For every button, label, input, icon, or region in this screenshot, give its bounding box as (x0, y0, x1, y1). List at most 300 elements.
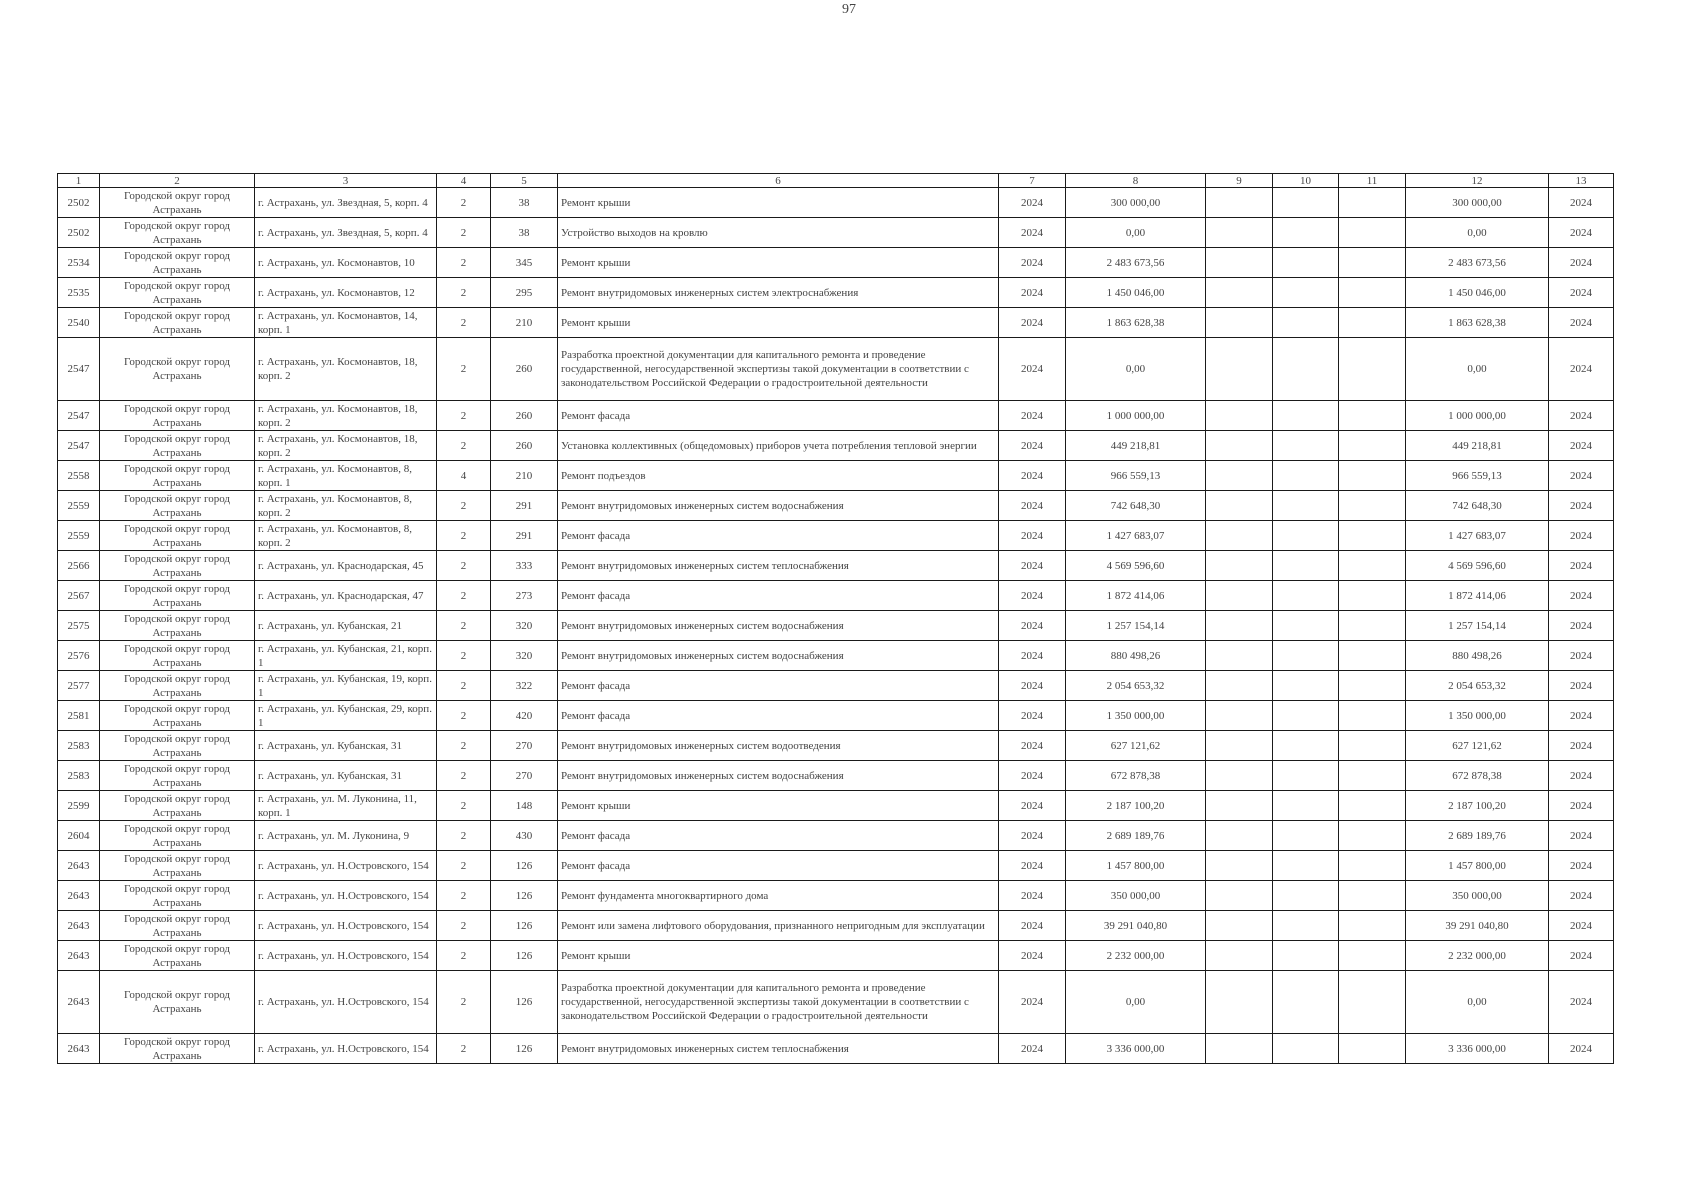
work-type-cell: Ремонт крыши (558, 791, 999, 821)
col9-cell (1206, 461, 1273, 491)
col11-cell (1339, 461, 1406, 491)
address-cell: г. Астрахань, ул. М. Луконина, 9 (255, 821, 437, 851)
col4-cell: 2 (437, 338, 491, 401)
col11-cell (1339, 188, 1406, 218)
col4-cell: 2 (437, 881, 491, 911)
col10-cell (1273, 278, 1339, 308)
year-cell: 2024 (999, 761, 1066, 791)
table-row (58, 881, 1614, 911)
municipality-cell: Городской округ город Астрахань (100, 821, 255, 851)
completion-year-cell: 2024 (1549, 218, 1614, 248)
col5-cell: 320 (491, 611, 558, 641)
col11-cell (1339, 971, 1406, 1034)
col10-cell (1273, 761, 1339, 791)
col4-cell: 2 (437, 671, 491, 701)
year-cell: 2024 (999, 611, 1066, 641)
col10-cell (1273, 581, 1339, 611)
municipality-cell: Городской округ город Астрахань (100, 611, 255, 641)
year-cell: 2024 (999, 338, 1066, 401)
table-row (58, 278, 1614, 308)
municipality-cell: Городской округ город Астрахань (100, 701, 255, 731)
col11-cell (1339, 521, 1406, 551)
municipality-cell: Городской округ город Астрахань (100, 1034, 255, 1064)
address-cell: г. Астрахань, ул. Звездная, 5, корп. 4 (255, 218, 437, 248)
col4-cell: 4 (437, 461, 491, 491)
col4-cell: 2 (437, 188, 491, 218)
address-cell: г. Астрахань, ул. Кубанская, 31 (255, 731, 437, 761)
completion-year-cell: 2024 (1549, 851, 1614, 881)
col9-cell (1206, 338, 1273, 401)
cost-cell: 742 648,30 (1066, 491, 1206, 521)
completion-year-cell: 2024 (1549, 941, 1614, 971)
col4-cell: 2 (437, 278, 491, 308)
table-row (58, 1034, 1614, 1064)
municipality-cell: Городской округ город Астрахань (100, 551, 255, 581)
col9-cell (1206, 401, 1273, 431)
col9-cell (1206, 941, 1273, 971)
col10-cell (1273, 941, 1339, 971)
col9-cell (1206, 188, 1273, 218)
row-number-cell: 2643 (58, 851, 100, 881)
year-cell: 2024 (999, 491, 1066, 521)
work-type-cell: Ремонт фасада (558, 701, 999, 731)
year-cell: 2024 (999, 1034, 1066, 1064)
row-number-cell: 2643 (58, 911, 100, 941)
col5-cell: 291 (491, 491, 558, 521)
col11-cell (1339, 338, 1406, 401)
table-row (58, 308, 1614, 338)
year-cell: 2024 (999, 248, 1066, 278)
table-row (58, 821, 1614, 851)
col9-cell (1206, 491, 1273, 521)
col10-cell (1273, 431, 1339, 461)
col10-cell (1273, 791, 1339, 821)
col10-cell (1273, 491, 1339, 521)
col9-cell (1206, 821, 1273, 851)
col5-cell: 295 (491, 278, 558, 308)
col11-cell (1339, 851, 1406, 881)
total-cost-cell: 1 872 414,06 (1406, 581, 1549, 611)
column-number-row (58, 174, 1614, 188)
cost-cell: 0,00 (1066, 218, 1206, 248)
total-cost-cell: 1 863 628,38 (1406, 308, 1549, 338)
total-cost-cell: 672 878,38 (1406, 761, 1549, 791)
cost-cell: 449 218,81 (1066, 431, 1206, 461)
col4-cell: 2 (437, 821, 491, 851)
cost-cell: 4 569 596,60 (1066, 551, 1206, 581)
address-cell: г. Астрахань, ул. Космонавтов, 8, корп. 2 (255, 491, 437, 521)
col5-cell: 270 (491, 731, 558, 761)
row-number-cell: 2643 (58, 1034, 100, 1064)
repair-schedule-table (57, 173, 1614, 1064)
col10-cell (1273, 188, 1339, 218)
municipality-cell: Городской округ город Астрахань (100, 881, 255, 911)
col10-cell (1273, 218, 1339, 248)
col11-cell (1339, 401, 1406, 431)
total-cost-cell: 39 291 040,80 (1406, 911, 1549, 941)
municipality-cell: Городской округ город Астрахань (100, 218, 255, 248)
year-cell: 2024 (999, 461, 1066, 491)
col4-cell: 2 (437, 521, 491, 551)
work-type-cell: Ремонт фасада (558, 401, 999, 431)
col4-cell: 2 (437, 911, 491, 941)
work-type-cell: Ремонт фасада (558, 671, 999, 701)
column-header: 8 (1066, 174, 1206, 188)
row-number-cell: 2577 (58, 671, 100, 701)
col10-cell (1273, 308, 1339, 338)
work-type-cell: Ремонт внутридомовых инженерных систем электроснабжения (558, 278, 999, 308)
completion-year-cell: 2024 (1549, 431, 1614, 461)
row-number-cell: 2502 (58, 218, 100, 248)
col11-cell (1339, 941, 1406, 971)
col4-cell: 2 (437, 761, 491, 791)
cost-cell: 0,00 (1066, 338, 1206, 401)
col9-cell (1206, 851, 1273, 881)
cost-cell: 1 350 000,00 (1066, 701, 1206, 731)
work-type-cell: Ремонт фасада (558, 581, 999, 611)
column-header: 11 (1339, 174, 1406, 188)
col5-cell: 260 (491, 431, 558, 461)
address-cell: г. Астрахань, ул. Кубанская, 21, корп. 1 (255, 641, 437, 671)
total-cost-cell: 627 121,62 (1406, 731, 1549, 761)
year-cell: 2024 (999, 701, 1066, 731)
table-row (58, 671, 1614, 701)
year-cell: 2024 (999, 911, 1066, 941)
col10-cell (1273, 821, 1339, 851)
column-header: 4 (437, 174, 491, 188)
col4-cell: 2 (437, 308, 491, 338)
municipality-cell: Городской округ город Астрахань (100, 521, 255, 551)
col11-cell (1339, 491, 1406, 521)
col9-cell (1206, 971, 1273, 1034)
work-type-cell: Установка коллективных (общедомовых) приборов учета потребления тепловой энергии (558, 431, 999, 461)
work-type-cell: Ремонт внутридомовых инженерных систем теплоснабжения (558, 1034, 999, 1064)
total-cost-cell: 1 450 046,00 (1406, 278, 1549, 308)
table-row (58, 641, 1614, 671)
row-number-cell: 2643 (58, 971, 100, 1034)
col11-cell (1339, 761, 1406, 791)
year-cell: 2024 (999, 821, 1066, 851)
completion-year-cell: 2024 (1549, 881, 1614, 911)
municipality-cell: Городской округ город Астрахань (100, 971, 255, 1034)
col9-cell (1206, 308, 1273, 338)
cost-cell: 1 450 046,00 (1066, 278, 1206, 308)
col4-cell: 2 (437, 611, 491, 641)
total-cost-cell: 2 689 189,76 (1406, 821, 1549, 851)
completion-year-cell: 2024 (1549, 248, 1614, 278)
cost-cell: 2 187 100,20 (1066, 791, 1206, 821)
col5-cell: 126 (491, 941, 558, 971)
col9-cell (1206, 278, 1273, 308)
completion-year-cell: 2024 (1549, 188, 1614, 218)
cost-cell: 2 689 189,76 (1066, 821, 1206, 851)
municipality-cell: Городской округ город Астрахань (100, 911, 255, 941)
col10-cell (1273, 401, 1339, 431)
work-type-cell: Ремонт фасада (558, 521, 999, 551)
col9-cell (1206, 701, 1273, 731)
table-row (58, 248, 1614, 278)
col5-cell: 270 (491, 761, 558, 791)
col10-cell (1273, 671, 1339, 701)
col5-cell: 291 (491, 521, 558, 551)
col5-cell: 430 (491, 821, 558, 851)
col4-cell: 2 (437, 551, 491, 581)
row-number-cell: 2566 (58, 551, 100, 581)
municipality-cell: Городской округ город Астрахань (100, 338, 255, 401)
row-number-cell: 2547 (58, 431, 100, 461)
table-row (58, 461, 1614, 491)
year-cell: 2024 (999, 188, 1066, 218)
row-number-cell: 2559 (58, 491, 100, 521)
address-cell: г. Астрахань, ул. Космонавтов, 18, корп. 2 (255, 338, 437, 401)
address-cell: г. Астрахань, ул. Кубанская, 21 (255, 611, 437, 641)
cost-cell: 2 054 653,32 (1066, 671, 1206, 701)
completion-year-cell: 2024 (1549, 911, 1614, 941)
cost-cell: 300 000,00 (1066, 188, 1206, 218)
col5-cell: 148 (491, 791, 558, 821)
cost-cell: 880 498,26 (1066, 641, 1206, 671)
municipality-cell: Городской округ город Астрахань (100, 581, 255, 611)
column-header: 12 (1406, 174, 1549, 188)
total-cost-cell: 0,00 (1406, 218, 1549, 248)
cost-cell: 672 878,38 (1066, 761, 1206, 791)
table-row (58, 731, 1614, 761)
table-row (58, 188, 1614, 218)
year-cell: 2024 (999, 581, 1066, 611)
cost-cell: 1 872 414,06 (1066, 581, 1206, 611)
cost-cell: 627 121,62 (1066, 731, 1206, 761)
year-cell: 2024 (999, 971, 1066, 1034)
total-cost-cell: 3 336 000,00 (1406, 1034, 1549, 1064)
column-header: 9 (1206, 174, 1273, 188)
work-type-cell: Ремонт или замена лифтового оборудования, признанного непригодным для эксплуатации (558, 911, 999, 941)
total-cost-cell: 0,00 (1406, 971, 1549, 1034)
col11-cell (1339, 641, 1406, 671)
col11-cell (1339, 731, 1406, 761)
work-type-cell: Ремонт фундамента многоквартирного дома (558, 881, 999, 911)
row-number-cell: 2502 (58, 188, 100, 218)
total-cost-cell: 2 187 100,20 (1406, 791, 1549, 821)
col5-cell: 273 (491, 581, 558, 611)
year-cell: 2024 (999, 551, 1066, 581)
cost-cell: 2 232 000,00 (1066, 941, 1206, 971)
year-cell: 2024 (999, 218, 1066, 248)
address-cell: г. Астрахань, ул. Н.Островского, 154 (255, 1034, 437, 1064)
cost-cell: 1 427 683,07 (1066, 521, 1206, 551)
work-type-cell: Ремонт фасада (558, 821, 999, 851)
address-cell: г. Астрахань, ул. Н.Островского, 154 (255, 881, 437, 911)
column-header: 13 (1549, 174, 1614, 188)
col9-cell (1206, 611, 1273, 641)
col4-cell: 2 (437, 401, 491, 431)
col11-cell (1339, 551, 1406, 581)
col4-cell: 2 (437, 851, 491, 881)
row-number-cell: 2535 (58, 278, 100, 308)
municipality-cell: Городской округ город Астрахань (100, 401, 255, 431)
address-cell: г. Астрахань, ул. Космонавтов, 14, корп. 1 (255, 308, 437, 338)
col10-cell (1273, 911, 1339, 941)
municipality-cell: Городской округ город Астрахань (100, 731, 255, 761)
col9-cell (1206, 911, 1273, 941)
col5-cell: 320 (491, 641, 558, 671)
col10-cell (1273, 971, 1339, 1034)
col5-cell: 126 (491, 881, 558, 911)
col4-cell: 2 (437, 791, 491, 821)
completion-year-cell: 2024 (1549, 761, 1614, 791)
completion-year-cell: 2024 (1549, 701, 1614, 731)
col4-cell: 2 (437, 731, 491, 761)
work-type-cell: Ремонт крыши (558, 188, 999, 218)
col9-cell (1206, 731, 1273, 761)
col11-cell (1339, 1034, 1406, 1064)
completion-year-cell: 2024 (1549, 581, 1614, 611)
row-number-cell: 2599 (58, 791, 100, 821)
total-cost-cell: 1 457 800,00 (1406, 851, 1549, 881)
table-row (58, 581, 1614, 611)
col4-cell: 2 (437, 641, 491, 671)
column-header: 10 (1273, 174, 1339, 188)
work-type-cell: Ремонт внутридомовых инженерных систем водоснабжения (558, 611, 999, 641)
total-cost-cell: 0,00 (1406, 338, 1549, 401)
cost-cell: 2 483 673,56 (1066, 248, 1206, 278)
col5-cell: 260 (491, 338, 558, 401)
total-cost-cell: 2 483 673,56 (1406, 248, 1549, 278)
completion-year-cell: 2024 (1549, 278, 1614, 308)
col9-cell (1206, 671, 1273, 701)
col9-cell (1206, 791, 1273, 821)
row-number-cell: 2575 (58, 611, 100, 641)
column-header: 5 (491, 174, 558, 188)
col11-cell (1339, 671, 1406, 701)
col5-cell: 420 (491, 701, 558, 731)
completion-year-cell: 2024 (1549, 671, 1614, 701)
cost-cell: 966 559,13 (1066, 461, 1206, 491)
page-number: 97 (842, 2, 856, 17)
address-cell: г. Астрахань, ул. Н.Островского, 154 (255, 911, 437, 941)
row-number-cell: 2581 (58, 701, 100, 731)
total-cost-cell: 350 000,00 (1406, 881, 1549, 911)
col11-cell (1339, 431, 1406, 461)
year-cell: 2024 (999, 641, 1066, 671)
work-type-cell: Ремонт подъездов (558, 461, 999, 491)
completion-year-cell: 2024 (1549, 401, 1614, 431)
cost-cell: 1 863 628,38 (1066, 308, 1206, 338)
cost-cell: 3 336 000,00 (1066, 1034, 1206, 1064)
col11-cell (1339, 611, 1406, 641)
work-type-cell: Ремонт фасада (558, 851, 999, 881)
col11-cell (1339, 701, 1406, 731)
col4-cell: 2 (437, 218, 491, 248)
col11-cell (1339, 248, 1406, 278)
col10-cell (1273, 881, 1339, 911)
col5-cell: 260 (491, 401, 558, 431)
table-row (58, 401, 1614, 431)
year-cell: 2024 (999, 401, 1066, 431)
row-number-cell: 2534 (58, 248, 100, 278)
table-row (58, 338, 1614, 401)
column-header: 1 (58, 174, 100, 188)
column-header: 6 (558, 174, 999, 188)
col5-cell: 333 (491, 551, 558, 581)
col10-cell (1273, 521, 1339, 551)
address-cell: г. Астрахань, ул. Н.Островского, 154 (255, 941, 437, 971)
municipality-cell: Городской округ город Астрахань (100, 248, 255, 278)
col4-cell: 2 (437, 971, 491, 1034)
col5-cell: 126 (491, 851, 558, 881)
col11-cell (1339, 821, 1406, 851)
col9-cell (1206, 881, 1273, 911)
work-type-cell: Ремонт крыши (558, 308, 999, 338)
address-cell: г. Астрахань, ул. Н.Островского, 154 (255, 851, 437, 881)
work-type-cell: Ремонт внутридомовых инженерных систем водоснабжения (558, 761, 999, 791)
work-type-cell: Устройство выходов на кровлю (558, 218, 999, 248)
table-row (58, 521, 1614, 551)
col9-cell (1206, 581, 1273, 611)
work-type-cell: Ремонт крыши (558, 248, 999, 278)
table-row (58, 761, 1614, 791)
year-cell: 2024 (999, 731, 1066, 761)
table-row (58, 851, 1614, 881)
col4-cell: 2 (437, 431, 491, 461)
total-cost-cell: 1 257 154,14 (1406, 611, 1549, 641)
address-cell: г. Астрахань, ул. Космонавтов, 8, корп. 1 (255, 461, 437, 491)
address-cell: г. Астрахань, ул. Космонавтов, 8, корп. 2 (255, 521, 437, 551)
completion-year-cell: 2024 (1549, 521, 1614, 551)
table-row (58, 491, 1614, 521)
table-row (58, 701, 1614, 731)
row-number-cell: 2547 (58, 338, 100, 401)
col5-cell: 38 (491, 188, 558, 218)
table-row (58, 911, 1614, 941)
address-cell: г. Астрахань, ул. Космонавтов, 18, корп. 2 (255, 431, 437, 461)
col10-cell (1273, 701, 1339, 731)
col10-cell (1273, 1034, 1339, 1064)
col10-cell (1273, 551, 1339, 581)
address-cell: г. Астрахань, ул. Краснодарская, 47 (255, 581, 437, 611)
address-cell: г. Астрахань, ул. Космонавтов, 10 (255, 248, 437, 278)
completion-year-cell: 2024 (1549, 1034, 1614, 1064)
col10-cell (1273, 248, 1339, 278)
total-cost-cell: 966 559,13 (1406, 461, 1549, 491)
address-cell: г. Астрахань, ул. Космонавтов, 12 (255, 278, 437, 308)
total-cost-cell: 300 000,00 (1406, 188, 1549, 218)
work-type-cell: Разработка проектной документации для капитального ремонта и проведение государственной, негосударственной экспертизы такой документации в соответствии с законодательством Российской Федерации о градостроительной деятельности (558, 971, 999, 1034)
year-cell: 2024 (999, 431, 1066, 461)
col11-cell (1339, 581, 1406, 611)
col11-cell (1339, 308, 1406, 338)
row-number-cell: 2583 (58, 731, 100, 761)
work-type-cell: Ремонт внутридомовых инженерных систем водоотведения (558, 731, 999, 761)
row-number-cell: 2558 (58, 461, 100, 491)
col4-cell: 2 (437, 491, 491, 521)
col11-cell (1339, 218, 1406, 248)
address-cell: г. Астрахань, ул. Кубанская, 31 (255, 761, 437, 791)
municipality-cell: Городской округ город Астрахань (100, 791, 255, 821)
address-cell: г. Астрахань, ул. Н.Островского, 154 (255, 971, 437, 1034)
col11-cell (1339, 278, 1406, 308)
work-type-cell: Ремонт внутридомовых инженерных систем теплоснабжения (558, 551, 999, 581)
table-row (58, 971, 1614, 1034)
row-number-cell: 2643 (58, 881, 100, 911)
table-row (58, 218, 1614, 248)
address-cell: г. Астрахань, ул. Звездная, 5, корп. 4 (255, 188, 437, 218)
completion-year-cell: 2024 (1549, 491, 1614, 521)
col5-cell: 322 (491, 671, 558, 701)
col4-cell: 2 (437, 941, 491, 971)
total-cost-cell: 4 569 596,60 (1406, 551, 1549, 581)
address-cell: г. Астрахань, ул. Кубанская, 19, корп. 1 (255, 671, 437, 701)
completion-year-cell: 2024 (1549, 338, 1614, 401)
